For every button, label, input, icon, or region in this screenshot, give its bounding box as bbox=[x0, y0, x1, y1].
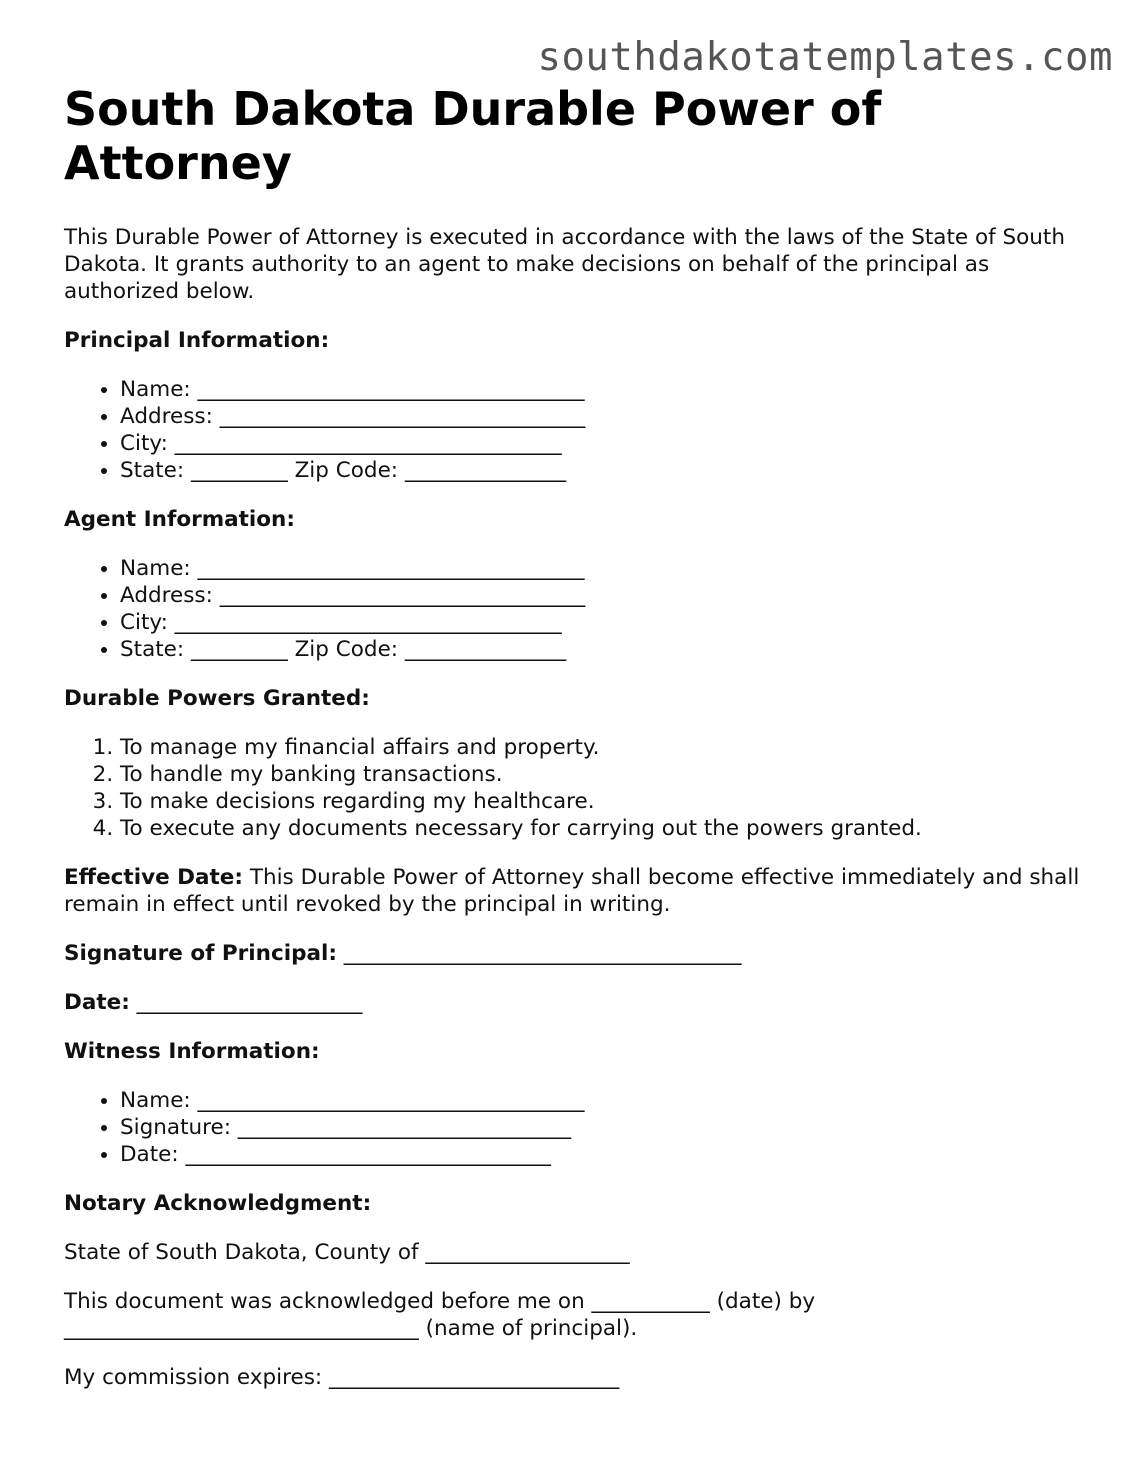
principal-city-field: • City: ____________________________________ bbox=[120, 430, 1084, 457]
principal-address-field: • Address: __________________________________ bbox=[120, 403, 1084, 430]
principal-heading: Principal Information: bbox=[64, 328, 330, 353]
agent-city-field: • City: ____________________________________ bbox=[120, 609, 1084, 636]
witness-name-field: • Name: ____________________________________ bbox=[120, 1087, 1084, 1114]
powers-list bbox=[64, 734, 1084, 842]
agent-fields-list bbox=[64, 555, 1084, 663]
powers-heading: Durable Powers Granted: bbox=[64, 686, 370, 711]
principal-state-zip-field: • State: _________ Zip Code: _______________ bbox=[120, 457, 1084, 484]
notary-acknowledgment-line: This document was acknowledged before me on ___________ (date) by _________________________________ (name of principal). bbox=[64, 1289, 816, 1341]
power-item: 1. To manage my financial affairs and property. bbox=[120, 734, 1084, 761]
notary-county-line: State of South Dakota, County of ___________________ bbox=[64, 1240, 630, 1265]
principal-date-label: Date: bbox=[64, 990, 130, 1015]
principal-signature-blank: _____________________________________ bbox=[336, 941, 742, 966]
notary-heading: Notary Acknowledgment: bbox=[64, 1191, 372, 1216]
principal-signature-line bbox=[64, 940, 1084, 967]
agent-state-zip-field: • State: _________ Zip Code: _______________ bbox=[120, 636, 1084, 663]
power-item: 3. To make decisions regarding my healthcare. bbox=[120, 788, 1084, 815]
site-watermark: southdakotatemplates.com bbox=[537, 35, 1113, 80]
agent-name-field: • Name: ____________________________________ bbox=[120, 555, 1084, 582]
principal-name-field: • Name: ____________________________________ bbox=[120, 376, 1084, 403]
power-item: 4. To execute any documents necessary for carrying out the powers granted. bbox=[120, 815, 1084, 842]
effective-date-paragraph bbox=[64, 864, 1084, 918]
witness-fields-list bbox=[64, 1087, 1084, 1168]
effective-date-text: This Durable Power of Attorney shall become effective immediately and shall remain in effect until revoked by the principal in writing. bbox=[64, 865, 1080, 917]
effective-date-label: Effective Date: bbox=[64, 865, 243, 890]
principal-date-line bbox=[64, 989, 1084, 1016]
intro-paragraph: This Durable Power of Attorney is executed in accordance with the laws of the State of South Dakota. It grants authority to an agent to make decisions on behalf of the principal as authorized below. bbox=[64, 225, 1065, 304]
principal-date-blank: _____________________ bbox=[129, 990, 363, 1015]
power-item: 2. To handle my banking transactions. bbox=[120, 761, 1084, 788]
witness-date-field: • Date: __________________________________ bbox=[120, 1141, 1084, 1168]
document-title: South Dakota Durable Power of Attorney bbox=[64, 82, 882, 190]
document-page bbox=[64, 82, 1084, 1413]
witness-signature-field: • Signature: _______________________________ bbox=[120, 1114, 1084, 1141]
agent-heading: Agent Information: bbox=[64, 507, 295, 532]
notary-commission-line: My commission expires: ___________________________ bbox=[64, 1365, 620, 1390]
witness-heading: Witness Information: bbox=[64, 1039, 320, 1064]
agent-address-field: • Address: __________________________________ bbox=[120, 582, 1084, 609]
principal-signature-label: Signature of Principal: bbox=[64, 941, 337, 966]
principal-fields-list bbox=[64, 376, 1084, 484]
